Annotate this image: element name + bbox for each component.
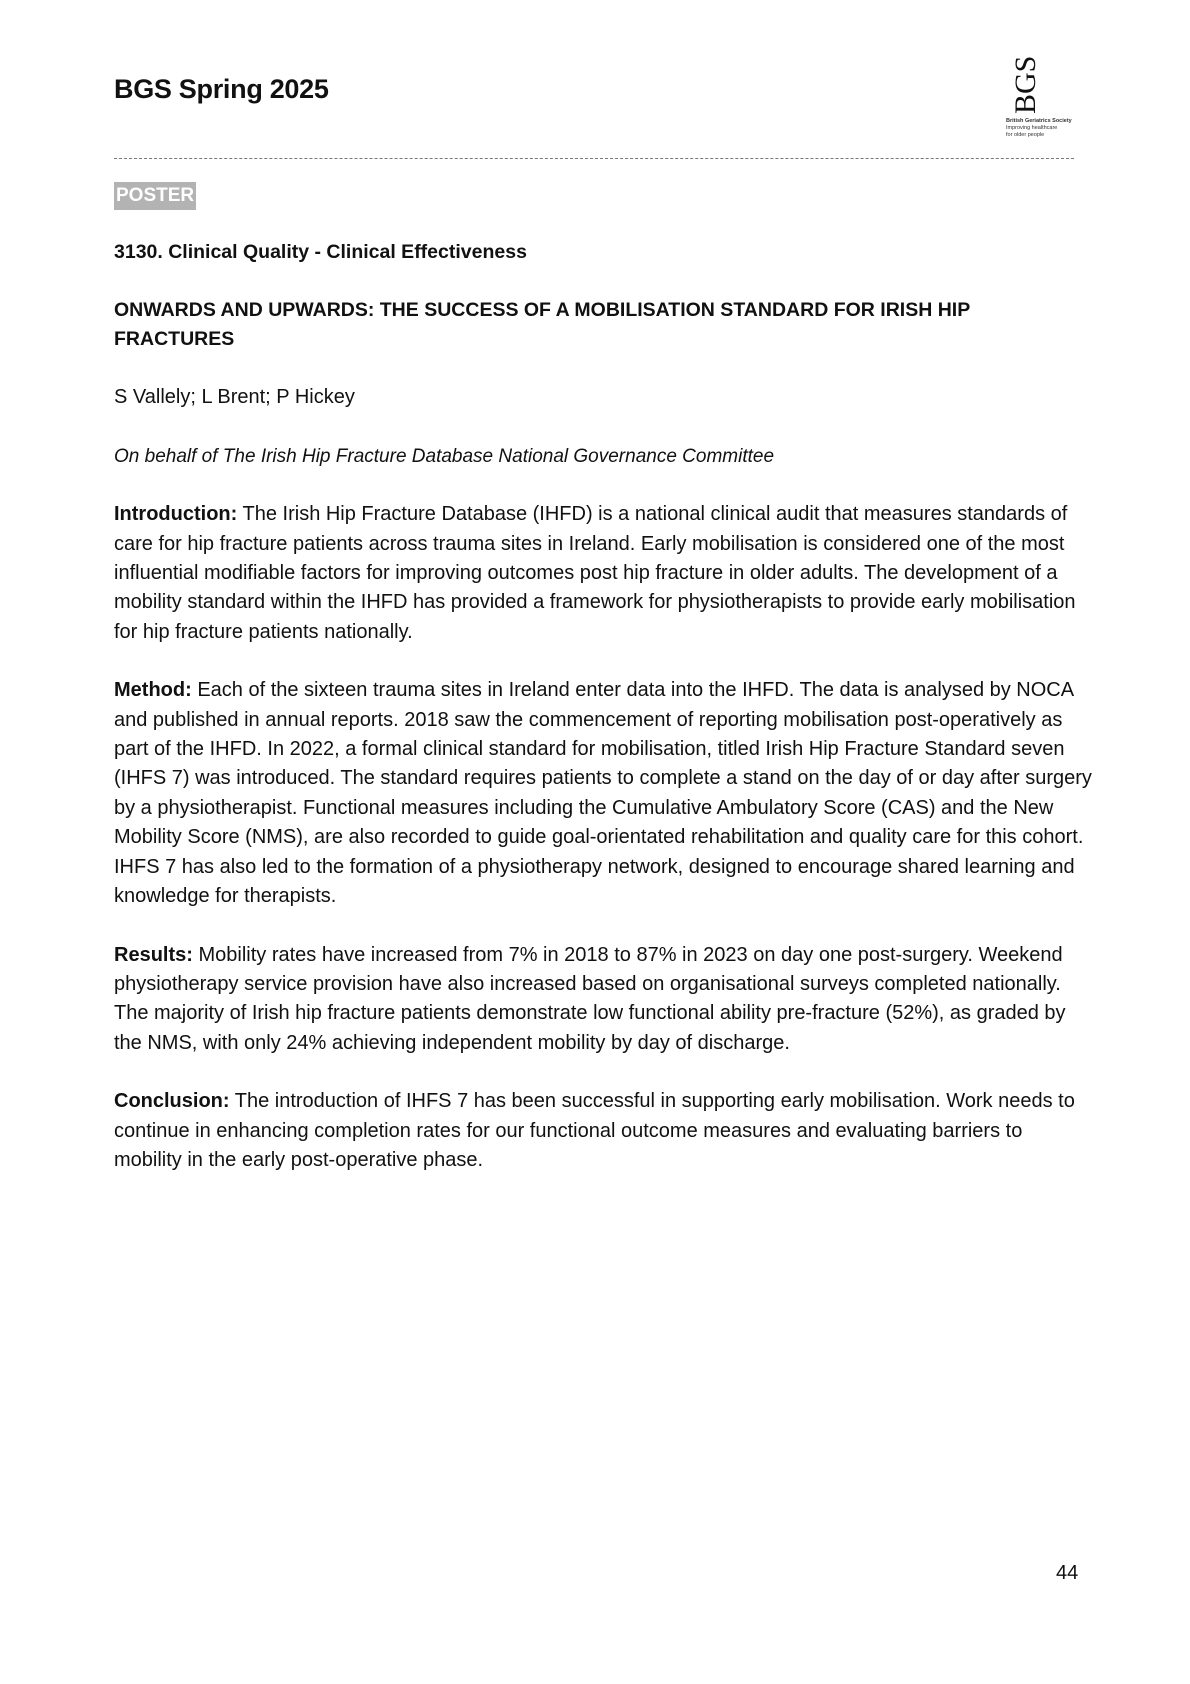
logo-tagline-line1: Improving healthcare bbox=[1006, 125, 1058, 131]
section-introduction bbox=[114, 500, 1094, 647]
section-text: Each of the sixteen trauma sites in Ireland enter data into the IHFD. The data is analysed by NOCA and published in annual reports. 2018 saw the commencement of reporting mobilisation post-operatively as part of the IHFD. In 2022, a formal clinical standard for mobilisation, titled Irish Hip Fracture Standard seven (IHFS 7) was introduced. The standard requires patients to complete a stand on the day of or day after surgery by a physiotherapist. Functional measures including the Cumulative Ambulatory Score (CAS) and the New Mobility Score (NMS), are also recorded to guide goal-orientated rehabilitation and quality care for this cohort. IHFS 7 has also led to the formation of a physiotherapy network, designed to encourage shared learning and knowledge for therapists. bbox=[114, 679, 1092, 908]
abstract-body bbox=[114, 238, 1094, 1204]
document-header-title: BGS Spring 2025 bbox=[114, 74, 329, 104]
page-number: 44 bbox=[1056, 1562, 1079, 1584]
logo-tagline-line2: for older people bbox=[1006, 132, 1045, 138]
logo-org-name: British Geriatrics Society bbox=[1006, 118, 1072, 124]
abstract-id-line: 3130. Clinical Quality - Clinical Effectiveness bbox=[114, 241, 527, 263]
section-text: The introduction of IHFS 7 has been successful in supporting early mobilisation. Work needs to continue in enhancing completion rates for our functional outcome measures and evaluating barriers to mobility in the early post-operative phase. bbox=[114, 1090, 1075, 1171]
header-divider bbox=[114, 158, 1074, 159]
bgs-logo bbox=[1004, 52, 1084, 142]
abstract-title: ONWARDS AND UPWARDS: THE SUCCESS OF A MOBILISATION STANDARD FOR IRISH HIP FRACTURES bbox=[114, 299, 970, 351]
section-label: Introduction: bbox=[114, 503, 238, 526]
abstract-affiliation: On behalf of The Irish Hip Fracture Database National Governance Committee bbox=[114, 445, 775, 467]
section-label: Method: bbox=[114, 679, 192, 702]
section-label: Results: bbox=[114, 943, 193, 966]
section-results bbox=[114, 941, 1094, 1059]
bgs-logo-mark: BGS bbox=[1009, 55, 1042, 114]
section-label: Conclusion: bbox=[114, 1090, 230, 1113]
section-conclusion bbox=[114, 1087, 1094, 1175]
section-method bbox=[114, 676, 1094, 911]
poster-badge: POSTER bbox=[114, 182, 196, 210]
section-text: Mobility rates have increased from 7% in 2018 to 87% in 2023 on day one post-surgery. Weekend physiotherapy service provision have also increased based on organisational surveys completed nationally. The majority of Irish hip fracture patients demonstrate low functional ability pre-fracture (52%), as graded by the NMS, with only 24% achieving independent mobility by day of discharge. bbox=[114, 943, 1066, 1054]
section-text: The Irish Hip Fracture Database (IHFD) is a national clinical audit that measures standards of care for hip fracture patients across trauma sites in Ireland. Early mobilisation is considered one of the most influential modifiable factors for improving outcomes post hip fracture in older adults. The development of a mobility standard within the IHFD has provided a framework for physiotherapists to provide early mobilisation for hip fracture patients nationally. bbox=[114, 503, 1076, 643]
abstract-authors: S Vallely; L Brent; P Hickey bbox=[114, 386, 355, 409]
